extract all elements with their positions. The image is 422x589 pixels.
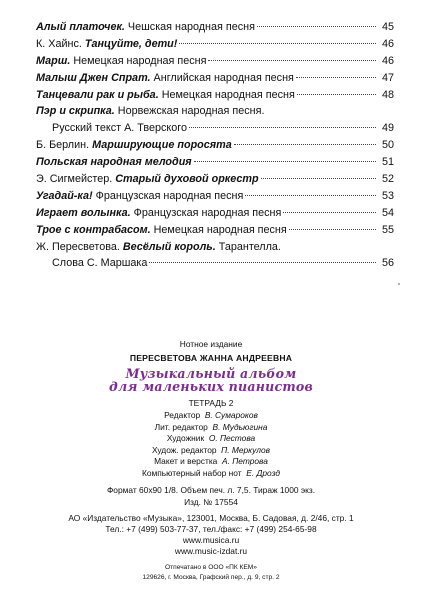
credit-person: П. Меркулов bbox=[221, 444, 270, 455]
toc-title: Танцуйте, дети! bbox=[84, 37, 178, 50]
toc-title: Танцевали рак и рыба. bbox=[36, 88, 159, 101]
credit-person: В. Сумароков bbox=[204, 410, 258, 420]
toc-entry bbox=[36, 255, 394, 272]
print-speck bbox=[398, 283, 400, 285]
publisher-address: АО «Издательство «Музыка», 123001, Москва, Б. Садовая, д. 2/46, стр. 1 bbox=[68, 513, 354, 523]
toc-entry bbox=[36, 19, 394, 36]
toc-description: Немецкая народная песня bbox=[150, 223, 287, 236]
toc-page-number: 46 bbox=[381, 54, 394, 67]
toc-title: Весёлый король. bbox=[122, 240, 216, 253]
printer-name: Отпечатано в ООО «ПК КЕМ» bbox=[165, 564, 257, 571]
toc-page-number: 46 bbox=[381, 37, 394, 50]
toc-title: Марширующие поросята bbox=[92, 139, 232, 152]
website-music-izdat: www.music-izdat.ru bbox=[174, 546, 248, 556]
toc-leader-dots bbox=[257, 26, 376, 27]
toc-title: Трое с контрабасом. bbox=[36, 223, 151, 236]
author-name: ПЕРЕСВЕТОВА ЖАННА АНДРЕЕВНА bbox=[129, 353, 293, 363]
credit-line bbox=[0, 468, 422, 480]
toc-page-number: 56 bbox=[381, 257, 394, 270]
toc-description: Тарантелла. bbox=[215, 240, 281, 253]
toc-title: Пэр и скрипка. bbox=[36, 105, 115, 118]
edition-type: Нотное издание bbox=[179, 339, 243, 349]
toc-entry bbox=[36, 154, 394, 171]
toc-leader-dots bbox=[194, 161, 376, 162]
toc-entry bbox=[36, 137, 394, 154]
toc-leader-dots bbox=[283, 212, 376, 213]
book-title-line1: Музыкальный альбом bbox=[125, 366, 297, 381]
toc-entry bbox=[36, 103, 394, 120]
toc-leader-dots bbox=[234, 144, 376, 145]
toc-leader-dots bbox=[149, 262, 376, 263]
toc-entry bbox=[36, 205, 394, 222]
toc-leader-dots bbox=[245, 195, 376, 196]
izd-number: Изд. № 17554 bbox=[184, 497, 238, 507]
toc-entry bbox=[36, 120, 394, 137]
toc-entry bbox=[36, 36, 394, 53]
credit-person: Е. Дрозд bbox=[246, 467, 281, 478]
toc-description: Французская народная песня bbox=[130, 206, 282, 219]
toc-title: Малыш Джен Спрат. bbox=[36, 71, 151, 84]
publisher-phones: Тел.: +7 (499) 503-77-37, тел./факс: +7 (499) 254-65-98 bbox=[105, 524, 317, 534]
toc-entry bbox=[36, 87, 394, 104]
toc-title: Алый платочек. bbox=[36, 21, 125, 33]
toc-composer: Б. Берлин. bbox=[36, 139, 93, 152]
credit-line bbox=[0, 422, 422, 434]
toc-page-number: 48 bbox=[381, 88, 394, 101]
printer-address: 129626, г. Москва, Графский пер., д. 9, стр. 2 bbox=[142, 574, 280, 581]
format-line: Формат 60x90 1/8. Объем печ. л. 7,5. Тираж 1000 экз. bbox=[106, 485, 316, 495]
credits-block bbox=[0, 410, 422, 480]
credit-role: Редактор bbox=[164, 410, 201, 420]
table-of-contents bbox=[36, 19, 394, 272]
toc-leader-dots bbox=[289, 229, 376, 230]
toc-page-number: 55 bbox=[381, 223, 394, 236]
credit-line bbox=[0, 456, 422, 468]
toc-description: Слова С. Маршака bbox=[52, 257, 148, 270]
notebook-number: ТЕТРАДЬ 2 bbox=[188, 398, 234, 408]
toc-entry bbox=[36, 171, 394, 188]
toc-description: Французская народная песня bbox=[92, 189, 244, 202]
website-musica: www.musica.ru bbox=[182, 535, 240, 545]
toc-description: Английская народная песня bbox=[150, 71, 294, 84]
toc-page-number: 47 bbox=[381, 71, 394, 84]
toc-leader-dots bbox=[296, 77, 376, 78]
credit-role: Худож. редактор bbox=[152, 444, 217, 455]
toc-composer: К. Хайнс. bbox=[36, 37, 85, 50]
credit-line bbox=[0, 445, 422, 457]
credit-role: Лит. редактор bbox=[154, 421, 208, 432]
toc-title: Польская народная мелодия bbox=[36, 156, 192, 169]
toc-leader-dots bbox=[297, 94, 376, 95]
toc-description: Чешская народная песня bbox=[124, 21, 255, 33]
toc-page-number: 52 bbox=[381, 173, 394, 186]
toc-composer: Ж. Пересветова. bbox=[36, 240, 123, 253]
toc-description: Немецкая народная песня bbox=[70, 54, 207, 67]
toc-entry bbox=[36, 53, 394, 70]
toc-leader-dots bbox=[208, 60, 376, 61]
toc-entry bbox=[36, 239, 394, 256]
toc-page-number: 54 bbox=[381, 206, 394, 219]
toc-leader-dots bbox=[179, 43, 376, 44]
toc-page-number: 53 bbox=[381, 189, 394, 202]
credit-role: Компьютерный набор нот bbox=[141, 467, 242, 478]
toc-title: Старый духовой оркестр bbox=[115, 173, 259, 186]
toc-title: Угадай-ка! bbox=[36, 189, 93, 202]
credit-role: Художник bbox=[166, 433, 205, 444]
toc-description: Русский текст А. Тверского bbox=[52, 122, 187, 135]
toc-entry bbox=[36, 222, 394, 239]
toc-page-number: 50 bbox=[381, 139, 394, 152]
toc-description: Норвежская народная песня. bbox=[114, 105, 265, 118]
credit-person: В. Мудьюгина bbox=[212, 421, 268, 432]
credit-person: А. Петрова bbox=[221, 456, 268, 467]
toc-page-number: 51 bbox=[381, 156, 394, 169]
toc-description: Немецкая народная песня bbox=[158, 88, 295, 101]
credit-line bbox=[0, 410, 422, 422]
toc-leader-dots bbox=[261, 178, 376, 179]
toc-leader-dots bbox=[189, 127, 376, 128]
toc-page-number: 45 bbox=[381, 21, 394, 33]
book-title-line2: для маленьких пианистов bbox=[109, 379, 313, 394]
credit-role: Макет и верстка bbox=[154, 456, 218, 467]
toc-title: Марш. bbox=[36, 54, 71, 67]
toc-page-number: 49 bbox=[381, 122, 394, 135]
credit-line bbox=[0, 433, 422, 445]
toc-entry bbox=[36, 188, 394, 205]
toc-entry bbox=[36, 70, 394, 87]
toc-composer: Э. Сигмейстер. bbox=[36, 173, 116, 186]
toc-title: Играет волынка. bbox=[36, 206, 131, 219]
credit-person: О. Пестова bbox=[208, 433, 256, 444]
